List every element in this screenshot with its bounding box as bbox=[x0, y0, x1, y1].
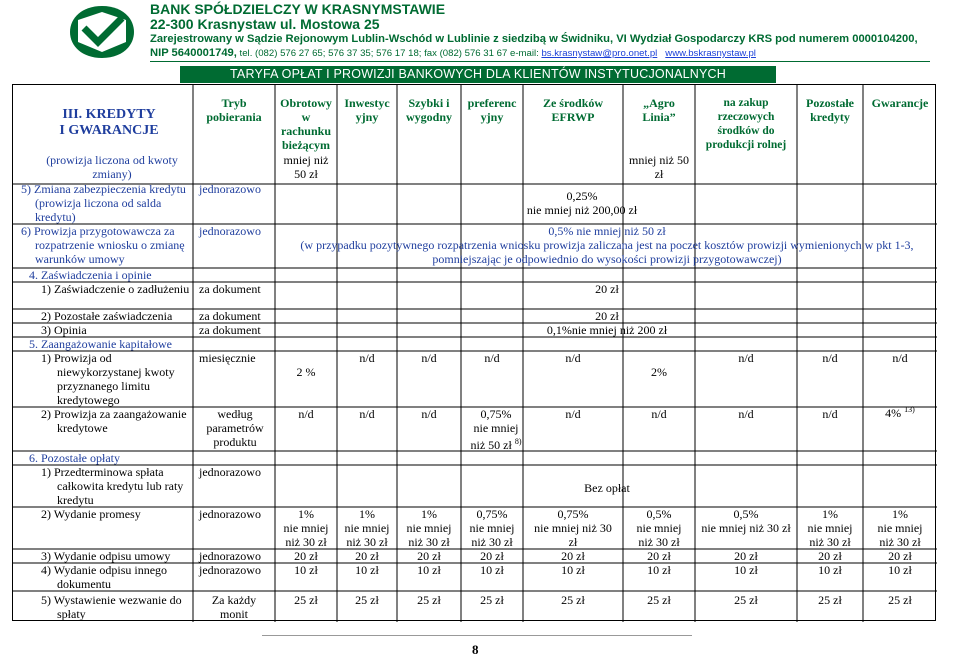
row-5-2-tryb: według parametrów produktu bbox=[206, 407, 264, 449]
row-6-3-c2: 20 zł bbox=[355, 549, 379, 563]
bank-logo-icon bbox=[62, 2, 142, 62]
row-5-2-obrotowy: n/d bbox=[298, 407, 314, 421]
row-6-4-c1: 10 zł bbox=[294, 563, 318, 577]
row-5-2-pref-text: niż 50 zł bbox=[470, 438, 512, 452]
row-prowizja-obrotowy: mniej niż 50 zł bbox=[283, 153, 329, 181]
letterhead bbox=[0, 0, 960, 64]
promesa-pref-2: nie mniej bbox=[469, 521, 515, 535]
row-6-label: 6) Prowizja przygotowawcza za rozpatrzenie wniosku o zmianę warunków umowy bbox=[21, 224, 185, 266]
col-preferencyjny: preferenc yjny bbox=[467, 96, 517, 124]
row-4-2-label: 2) Pozostałe zaświadczenia bbox=[41, 309, 173, 323]
row-5-1-szybki: n/d bbox=[421, 351, 437, 365]
row-6-4-c3: 10 zł bbox=[417, 563, 441, 577]
row-6-2-pozostale bbox=[797, 507, 863, 549]
row-6-value bbox=[277, 224, 937, 266]
row-6-3-c1: 20 zł bbox=[294, 549, 318, 563]
row-6-2-obrotowy bbox=[275, 507, 337, 549]
row-6-3-tryb: jednorazowo bbox=[199, 549, 261, 563]
promesa-szy-1: 1% bbox=[421, 507, 437, 521]
bank-address: 22-300 Krasnystaw ul. Mostowa 25 bbox=[150, 16, 380, 32]
page-number: 8 bbox=[472, 642, 479, 655]
row-6-4-c8: 10 zł bbox=[818, 563, 842, 577]
row-6-2-zakup bbox=[695, 507, 797, 535]
row-6-4-c5: 10 zł bbox=[561, 563, 585, 577]
bank-nip: NIP 5640001749, bbox=[150, 47, 237, 59]
row-6-5-c5: 25 zł bbox=[561, 593, 585, 607]
row-6-2-gwarancje bbox=[863, 507, 937, 549]
row-6-3-c4: 20 zł bbox=[480, 549, 504, 563]
promesa-pref-1: 0,75% bbox=[476, 507, 508, 521]
section-title bbox=[29, 107, 189, 139]
row-5-1-gwarancje: n/d bbox=[892, 351, 908, 365]
row-4-2-value: 20 zł bbox=[595, 309, 619, 323]
row-6-1-label: 1) Przedterminowa spłata całkowita kredytu lub raty kredytu bbox=[41, 465, 184, 507]
row-5-1-efrwp: n/d bbox=[565, 351, 581, 365]
bank-contact: tel. (082) 576 27 65; 576 37 35; 576 17 18; fax (082) 576 31 67 e-mail: bbox=[236, 48, 542, 59]
row-5-2-gwarancje bbox=[863, 403, 937, 420]
row-6-2-tryb: jednorazowo bbox=[199, 507, 261, 521]
row-5-2-inwestycyjny: n/d bbox=[359, 407, 375, 421]
promesa-efrwp-2: nie mniej niż 30 bbox=[534, 521, 612, 535]
row-6-5-c2: 25 zł bbox=[355, 593, 379, 607]
row-6-value-line-3: pomniejszając je odpowiednio do wysokości prowizji przygotowawczej) bbox=[432, 252, 782, 266]
promesa-gw-2: nie mniej bbox=[877, 521, 923, 535]
row-6-5-c6: 25 zł bbox=[647, 593, 671, 607]
bank-info bbox=[150, 2, 918, 61]
promesa-agro-3: niż 30 zł bbox=[638, 535, 680, 549]
row-5-2-pref-line-3 bbox=[461, 435, 531, 452]
footnote-8: 8) bbox=[514, 437, 522, 446]
row-5-1-preferencyjny: n/d bbox=[484, 351, 500, 365]
row-5-1-label: 1) Prowizja od niewykorzystanej kwoty przyznanego limitu kredytowego bbox=[41, 351, 175, 407]
row-6-5-c7: 25 zł bbox=[734, 593, 758, 607]
promesa-obr-2: nie mniej bbox=[283, 521, 329, 535]
row-4-3-label: 3) Opinia bbox=[41, 323, 87, 337]
promesa-gw-3: niż 30 zł bbox=[879, 535, 921, 549]
row-6-2-efrwp bbox=[523, 507, 623, 549]
row-6-4-tryb: jednorazowo bbox=[199, 563, 261, 577]
promesa-obr-1: 1% bbox=[298, 507, 314, 521]
row-5-2-label: 2) Prowizja za zaangażowanie kredytowe bbox=[41, 407, 187, 435]
promesa-efrwp-3: zł bbox=[568, 535, 578, 549]
row-5-value bbox=[337, 189, 827, 217]
promesa-agro-1: 0,5% bbox=[646, 507, 672, 521]
col-szybki: Szybki i wygodny bbox=[405, 96, 452, 124]
row-6-value-line-1: 0,5% nie mniej niż 50 zł bbox=[548, 224, 666, 238]
row-6-3-c5: 20 zł bbox=[561, 549, 585, 563]
row-6-3-c3: 20 zł bbox=[417, 549, 441, 563]
row-6-2-agro bbox=[623, 507, 695, 549]
row-5-2-zakup: n/d bbox=[738, 407, 754, 421]
promesa-obr-3: niż 30 zł bbox=[285, 535, 327, 549]
row-5-2-pref-line-1: 0,75% bbox=[480, 407, 512, 421]
promesa-poz-1: 1% bbox=[822, 507, 838, 521]
row-6-5-c9: 25 zł bbox=[888, 593, 912, 607]
row-6-4-c4: 10 zł bbox=[480, 563, 504, 577]
row-6-4-c2: 10 zł bbox=[355, 563, 379, 577]
row-6-value-line-2: (w przypadku pozytywnego rozpatrzenia wniosku prowizja zaliczana jest na poczet kosztów prowizji wymienionych w pkt 1-3, bbox=[300, 238, 914, 252]
row-6-2-inwestycyjny bbox=[337, 507, 397, 549]
row-5-tryb: jednorazowo bbox=[199, 182, 261, 196]
row-6-5-c3: 25 zł bbox=[417, 593, 441, 607]
row-5-value-line-2: nie mniej niż 200,00 zł bbox=[526, 203, 638, 217]
row-5-1-tryb: miesięcznie bbox=[199, 351, 256, 365]
row-5-2-gw-text: 4% bbox=[885, 406, 902, 420]
row-5-1-pozostale: n/d bbox=[822, 351, 838, 365]
row-6-5-c4: 25 zł bbox=[480, 593, 504, 607]
section-6-heading: 6. Pozostałe opłaty bbox=[29, 451, 120, 465]
row-6-2-label: 2) Wydanie promesy bbox=[41, 507, 141, 521]
row-4-1-tryb: za dokument bbox=[199, 282, 261, 296]
row-6-4-label: 4) Wydanie odpisu innego dokumentu bbox=[41, 563, 168, 591]
row-4-3-value: 0,1%nie mniej niż 200 zł bbox=[546, 323, 668, 337]
promesa-szy-2: nie mniej bbox=[406, 521, 452, 535]
row-prowizja-agro: mniej niż 50 zł bbox=[629, 153, 689, 181]
promesa-inw-3: niż 30 zł bbox=[346, 535, 388, 549]
promesa-gw-1: 1% bbox=[892, 507, 908, 521]
promesa-inw-2: nie mniej bbox=[344, 521, 390, 535]
row-4-1-label: 1) Zaświadczenie o zadłużeniu bbox=[41, 282, 190, 296]
tariff-banner: TARYFA OPŁAT I PROWIZJI BANKOWYCH DLA KLIENTÓW INSTYTUCJONALNYCH bbox=[180, 66, 776, 83]
row-6-3-c9: 20 zł bbox=[888, 549, 912, 563]
section-5-heading: 5. Zaangażowanie kapitałowe bbox=[29, 337, 172, 351]
col-pozostale: Pozostałe kredyty bbox=[806, 96, 854, 124]
row-6-3-c7: 20 zł bbox=[734, 549, 758, 563]
col-tryb: Tryb pobierania bbox=[206, 96, 262, 124]
col-inwestycyjny: Inwestyc yjny bbox=[344, 96, 390, 124]
row-6-tryb: jednorazowo bbox=[199, 224, 261, 238]
bank-registry: Zarejestrowany w Sądzie Rejonowym Lublin-Wschód w Lublinie z siedzibą w Świdniku, VI Wydział Gospodarczy KRS pod numerem 0000104200, bbox=[150, 33, 918, 45]
section-title-line-2: I GWARANCJE bbox=[59, 123, 159, 138]
row-6-2-preferencyjny bbox=[461, 507, 523, 549]
col-agro: „Agro Linia” bbox=[642, 96, 676, 124]
col-obrotowy: Obrotowy w rachunku bieżącym bbox=[280, 96, 332, 152]
footnote-13: 13) bbox=[904, 405, 915, 414]
row-5-2-efrwp: n/d bbox=[565, 407, 581, 421]
row-5-2-szybki: n/d bbox=[421, 407, 437, 421]
promesa-szy-3: niż 30 zł bbox=[408, 535, 450, 549]
bank-email-link[interactable]: bs.krasnystaw@pro.onet.pl bbox=[541, 48, 658, 59]
row-prowizja-note: (prowizja liczona od kwoty zmiany) bbox=[46, 153, 178, 181]
row-5-1-agro: 2% bbox=[651, 365, 667, 379]
row-5-2-pref-line-2: nie mniej bbox=[473, 421, 519, 435]
row-6-4-c9: 10 zł bbox=[888, 563, 912, 577]
header-divider bbox=[150, 61, 930, 62]
row-5-2-preferencyjny bbox=[461, 407, 531, 452]
footer-divider bbox=[262, 635, 692, 636]
row-6-4-c6: 10 zł bbox=[647, 563, 671, 577]
promesa-agro-2: nie mniej bbox=[636, 521, 682, 535]
promesa-poz-2: nie mniej bbox=[807, 521, 853, 535]
bank-name: BANK SPÓŁDZIELCZY W KRASNYMSTAWIE bbox=[150, 1, 446, 17]
section-4-heading: 4. Zaświadczenia i opinie bbox=[29, 268, 152, 282]
row-6-2-szybki bbox=[397, 507, 461, 549]
row-5-2-agro: n/d bbox=[651, 407, 667, 421]
col-efrwp: Ze środków EFRWP bbox=[542, 96, 604, 124]
promesa-pref-3: niż 30 zł bbox=[471, 535, 513, 549]
row-6-5-c1: 25 zł bbox=[294, 593, 318, 607]
row-5-1-zakup: n/d bbox=[738, 351, 754, 365]
row-5-2-pozostale: n/d bbox=[822, 407, 838, 421]
row-6-3-c8: 20 zł bbox=[818, 549, 842, 563]
row-5-1-obrotowy: 2 % bbox=[296, 365, 316, 379]
row-6-3-c6: 20 zł bbox=[647, 549, 671, 563]
bank-web-link[interactable]: www.bskrasnystaw.pl bbox=[665, 48, 756, 59]
promesa-inw-1: 1% bbox=[359, 507, 375, 521]
row-6-4-c7: 10 zł bbox=[734, 563, 758, 577]
row-4-1-value: 20 zł bbox=[595, 282, 619, 296]
promesa-zakup-1: 0,5% bbox=[733, 507, 759, 521]
tariff-table bbox=[12, 84, 936, 621]
promesa-efrwp-1: 0,75% bbox=[557, 507, 589, 521]
bank-contact-line bbox=[150, 46, 918, 61]
row-6-1-value: Bez opłat bbox=[584, 481, 630, 495]
row-6-5-label: 5) Wystawienie wezwanie do spłaty bbox=[41, 593, 182, 621]
row-6-5-c8: 25 zł bbox=[818, 593, 842, 607]
promesa-poz-3: niż 30 zł bbox=[809, 535, 851, 549]
row-5-label: 5) Zmiana zabezpieczenia kredytu (prowizja liczona od salda kredytu) bbox=[21, 182, 186, 224]
row-6-3-label: 3) Wydanie odpisu umowy bbox=[41, 549, 171, 563]
row-4-3-tryb: za dokument bbox=[199, 323, 261, 337]
promesa-zakup-2: nie mniej niż 30 zł bbox=[701, 521, 791, 535]
row-6-5-tryb: Za każdy monit bbox=[211, 593, 257, 621]
row-4-2-tryb: za dokument bbox=[199, 309, 261, 323]
row-5-value-line-1: 0,25% bbox=[566, 189, 598, 203]
col-gwarancje: Gwarancje bbox=[871, 96, 929, 110]
col-zakup: na zakup rzeczowych środków do produkcji rolnej bbox=[705, 97, 787, 151]
row-5-1-inwestycyjny: n/d bbox=[359, 351, 375, 365]
row-6-1-tryb: jednorazowo bbox=[199, 465, 261, 479]
section-title-line-1: III. KREDYTY bbox=[62, 107, 156, 122]
